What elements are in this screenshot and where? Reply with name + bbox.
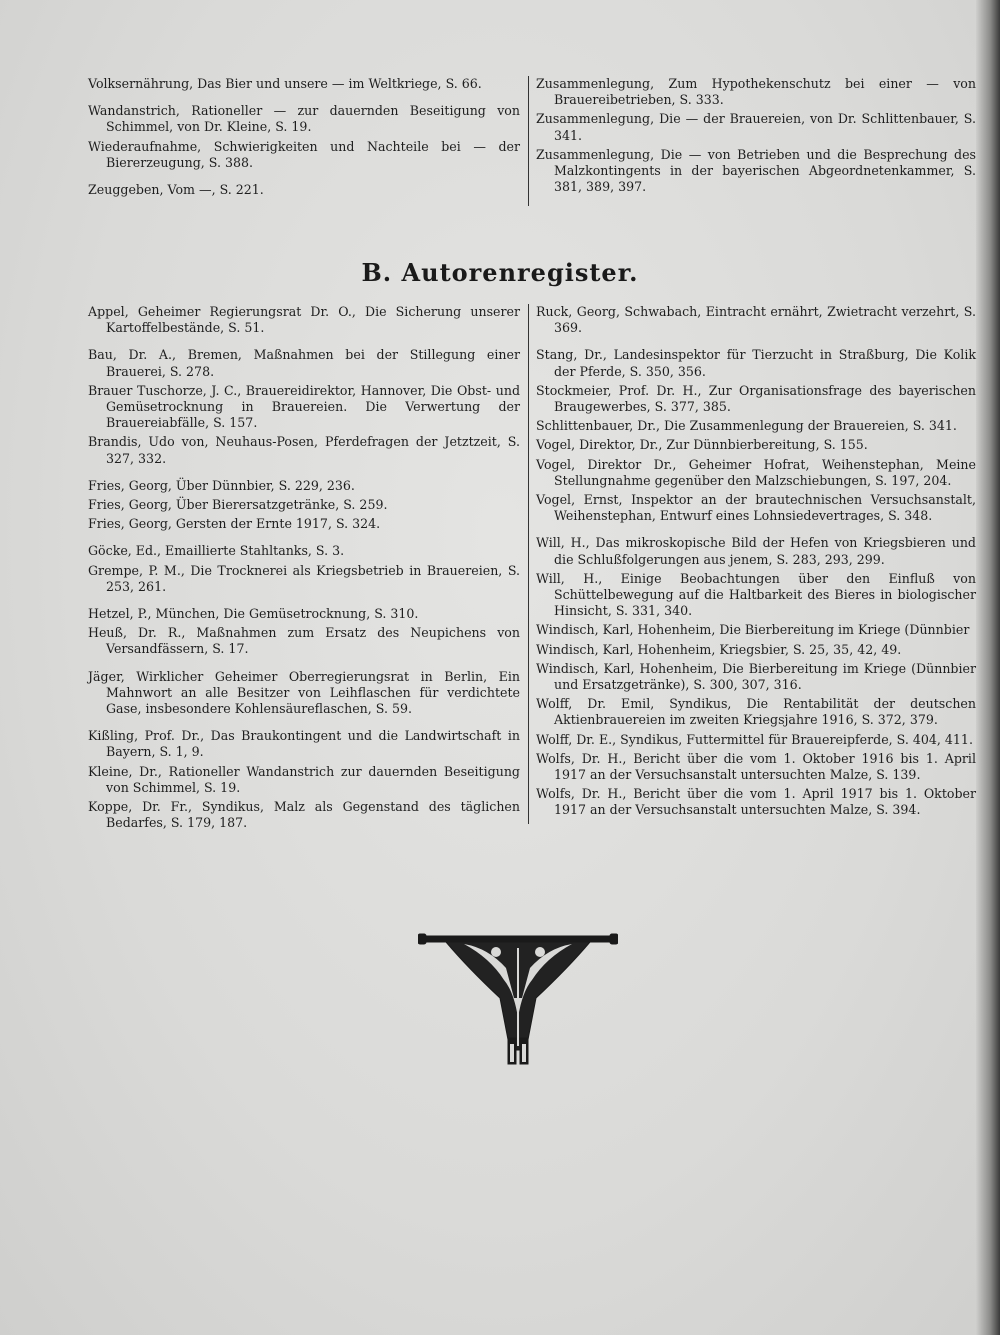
index-entry: Kißling, Prof. Dr., Das Braukontingent und die Landwirtschaft in Bayern, S. 1, 9. <box>88 728 520 760</box>
index-entry: Zusammenlegung, Zum Hypothekenschutz bei einer — von Brauereibetrieben, S. 333. <box>536 76 976 108</box>
index-entry: Windisch, Karl, Hohenheim, Kriegsbier, S. 25, 35, 42, 49. <box>536 641 902 657</box>
section-b-left-column <box>88 304 520 834</box>
index-entry: Vogel, Ernst, Inspektor an der brautechnischen Versuchsanstalt, Weihenstephan, Entwurf eines Lohnsiedevertrages, S. 348. <box>536 492 976 524</box>
index-entry: Windisch, Karl, Hohenheim, Die Bierbereitung im Kriege (Dünnbier und Ersatzgetränke), S. 300, 307, 316. <box>536 660 976 693</box>
index-entry: Grempe, P. M., Die Trocknerei als Kriegsbetrieb in Brauereien, S. 253, 261. <box>88 562 520 594</box>
index-entry: Brauer Tuschorze, J. C., Brauereidirektor, Hannover, Die Obst- und Gemüsetrocknung in Brauereien. Die Verwertung der Brauereiabfälle, S. 157. <box>88 382 520 431</box>
index-entry: Stang, Dr., Landesinspektor für Tierzucht in Straßburg, Die Kolik der Pferde, S. 350, 356. <box>536 347 976 379</box>
decorative-vignette-icon <box>418 928 618 1068</box>
index-entry: Zusammenlegung, Die — der Brauereien, von Dr. Schlittenbauer, S. 341. <box>536 111 976 143</box>
index-entry: Fries, Georg, Über Bierersatzgetränke, S. 259. <box>88 497 388 513</box>
index-entry: Appel, Geheimer Regierungsrat Dr. O., Die Sicherung unserer Kartoffelbestände, S. 51. <box>88 304 520 336</box>
column-divider <box>528 76 529 206</box>
page-edge-shadow <box>976 0 1000 1335</box>
index-entry: Wolff, Dr. E., Syndikus, Futtermittel für Brauereipferde, S. 404, 411. <box>536 731 973 747</box>
index-entry: Kleine, Dr., Rationeller Wandanstrich zur dauernden Beseitigung von Schimmel, S. 19. <box>88 763 520 795</box>
index-entry: Wolfs, Dr. H., Bericht über die vom 1. April 1917 bis 1. Oktober 1917 an der Versuchsanstalt untersuchten Malze, S. 394. <box>536 786 976 818</box>
index-entry: Wolff, Dr. Emil, Syndikus, Die Rentabilität der deutschen Aktienbrauereien im zweiten Kriegsjahre 1916, S. 372, 379. <box>536 696 976 728</box>
index-entry: Brandis, Udo von, Neuhaus-Posen, Pferdefragen der Jetztzeit, S. 327, 332. <box>88 434 520 466</box>
index-entry: Zusammenlegung, Die — von Betrieben und die Besprechung des Malzkontingents in der bayerischen Abgeordnetenkammer, S. 381, 389, 397. <box>536 146 976 195</box>
index-entry: Will, H., Einige Beobachtungen über den Einfluß von Schüttelbewegung auf die Haltbarkeit des Bieres in biologischer Hinsicht, S. 331, 340. <box>536 570 976 619</box>
index-entry: Vogel, Direktor Dr., Geheimer Hofrat, Weihenstephan, Meine Stellungnahme gegenüber den Malzschiebungen, S. 197, 204. <box>536 456 976 488</box>
column-divider <box>528 304 529 824</box>
index-entry: Wandanstrich, Rationeller — zur dauernden Beseitigung von Schimmel, von Dr. Kleine, S. 19. <box>88 103 520 135</box>
index-entry: Volksernährung, Das Bier und unsere — im Weltkriege, S. 66. <box>88 76 482 91</box>
index-entry: Heuß, Dr. R., Maßnahmen zum Ersatz des Neupichens von Versandfässern, S. 17. <box>88 625 520 657</box>
section-heading: B. Autorenregister. <box>361 258 639 287</box>
index-entry: Ruck, Georg, Schwabach, Eintracht ernährt, Zwietracht verzehrt, S. 369. <box>536 304 976 336</box>
section-b-right-column <box>536 304 976 822</box>
section-a-left-column <box>88 76 520 201</box>
index-entry: Fries, Georg, Über Dünnbier, S. 229, 236. <box>88 477 355 493</box>
index-entry: Bau, Dr. A., Bremen, Maßnahmen bei der Stillegung einer Brauerei, S. 278. <box>88 347 520 379</box>
index-entry: Hetzel, P., München, Die Gemüsetrocknung, S. 310. <box>88 606 419 622</box>
index-entry: Zeuggeben, Vom —, S. 221. <box>88 182 264 198</box>
index-entry: Koppe, Dr. Fr., Syndikus, Malz als Gegenstand des täglichen Bedarfes, S. 179, 187. <box>88 799 520 831</box>
index-entry: Stockmeier, Prof. Dr. H., Zur Organisationsfrage des bayerischen Braugewerbes, S. 377, 385. <box>536 382 976 415</box>
index-entry: Wolfs, Dr. H., Bericht über die vom 1. Oktober 1916 bis 1. April 1917 an der Versuchsanstalt untersuchten Malze, S. 139. <box>536 750 976 783</box>
index-entry: Jäger, Wirklicher Geheimer Oberregierungsrat in Berlin, Ein Mahnwort an alle Besitzer von Leihflaschen für verdichtete Gase, insbesondere Kohlensäureflaschen, S. 59. <box>88 668 520 717</box>
index-entry: Göcke, Ed., Emaillierte Stahltanks, S. 3. <box>88 543 345 559</box>
index-entry: Vogel, Direktor, Dr., Zur Dünnbierbereitung, S. 155. <box>536 437 868 453</box>
index-entry: Wiederaufnahme, Schwierigkeiten und Nachteile bei — der Biererzeugung, S. 388. <box>88 138 520 170</box>
section-a-right-column <box>536 76 976 198</box>
index-entry: Schlittenbauer, Dr., Die Zusammenlegung der Brauereien, S. 341. <box>536 418 957 434</box>
index-entry: Fries, Georg, Gersten der Ernte 1917, S. 324. <box>88 516 381 532</box>
index-entry: Windisch, Karl, Hohenheim, Die Bierbereitung im Kriege (Dünnbier <box>536 622 970 638</box>
index-entry: Will, H., Das mikroskopische Bild der Hefen von Kriegsbieren und die Schlußfolgerungen aus jenem, S. 283, 293, 299. <box>536 535 976 567</box>
